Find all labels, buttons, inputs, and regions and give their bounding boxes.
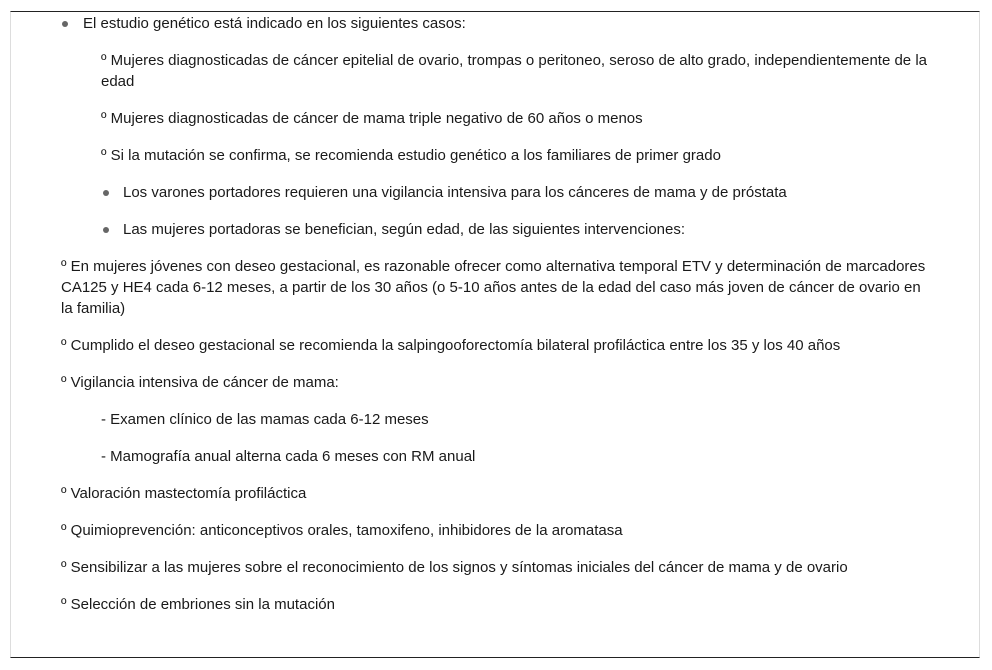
list-item-text: º Mujeres diagnosticadas de cáncer de mama triple negativo de 60 años o menos (101, 110, 643, 127)
list-item (103, 182, 963, 203)
list-item (101, 409, 941, 430)
list-item (101, 50, 946, 92)
list-item (61, 594, 941, 615)
list-item (61, 483, 941, 504)
list-item (101, 108, 946, 129)
list-item-text: Los varones portadores requieren una vigilancia intensiva para los cánceres de mama y de próstata (123, 184, 787, 201)
list-item-text: º En mujeres jóvenes con deseo gestacional, es razonable ofrecer como alternativa temporal ETV y determinación de marcadores CA125 y HE4 cada 6-12 meses, a partir de los 30 años (o 5-10 años antes de la edad del caso más joven de cáncer de ovario en la familia) (61, 258, 926, 317)
list-item (61, 335, 941, 356)
list-item-text: º Quimioprevención: anticonceptivos orales, tamoxifeno, inhibidores de la aromatasa (61, 522, 623, 539)
list-item (61, 557, 961, 578)
list-item-text: El estudio genético está indicado en los siguientes casos: (83, 15, 466, 32)
list-item (61, 372, 941, 393)
list-item-text: º Sensibilizar a las mujeres sobre el reconocimiento de los signos y síntomas iniciales del cáncer de mama y de ovario (61, 559, 848, 576)
list-item-text: º Vigilancia intensiva de cáncer de mama: (61, 374, 339, 391)
list-item-text: º Si la mutación se confirma, se recomienda estudio genético a los familiares de primer grado (101, 147, 721, 164)
bullet-icon (103, 227, 109, 233)
list-item (61, 256, 931, 319)
bullet-icon (103, 190, 109, 196)
list-item (101, 446, 941, 467)
bullet-icon (62, 21, 68, 27)
list-item-text: - Mamografía anual alterna cada 6 meses con RM anual (101, 448, 476, 465)
list-item-text: Las mujeres portadoras se benefician, según edad, de las siguientes intervenciones: (123, 221, 686, 238)
list-item-text: - Examen clínico de las mamas cada 6-12 meses (101, 411, 429, 428)
list-item-text: º Cumplido el deseo gestacional se recomienda la salpingooforectomía bilateral profiláctica entre los 35 y los 40 años (61, 337, 841, 354)
list-item-text: º Selección de embriones sin la mutación (61, 596, 335, 613)
list-item (61, 520, 941, 541)
list-item (103, 219, 963, 240)
list-item (101, 145, 946, 166)
list-item (62, 13, 962, 34)
list-item-text: º Mujeres diagnosticadas de cáncer epitelial de ovario, trompas o peritoneo, seroso de alto grado, independientemente de la edad (101, 52, 927, 90)
list-item-text: º Valoración mastectomía profiláctica (61, 485, 307, 502)
